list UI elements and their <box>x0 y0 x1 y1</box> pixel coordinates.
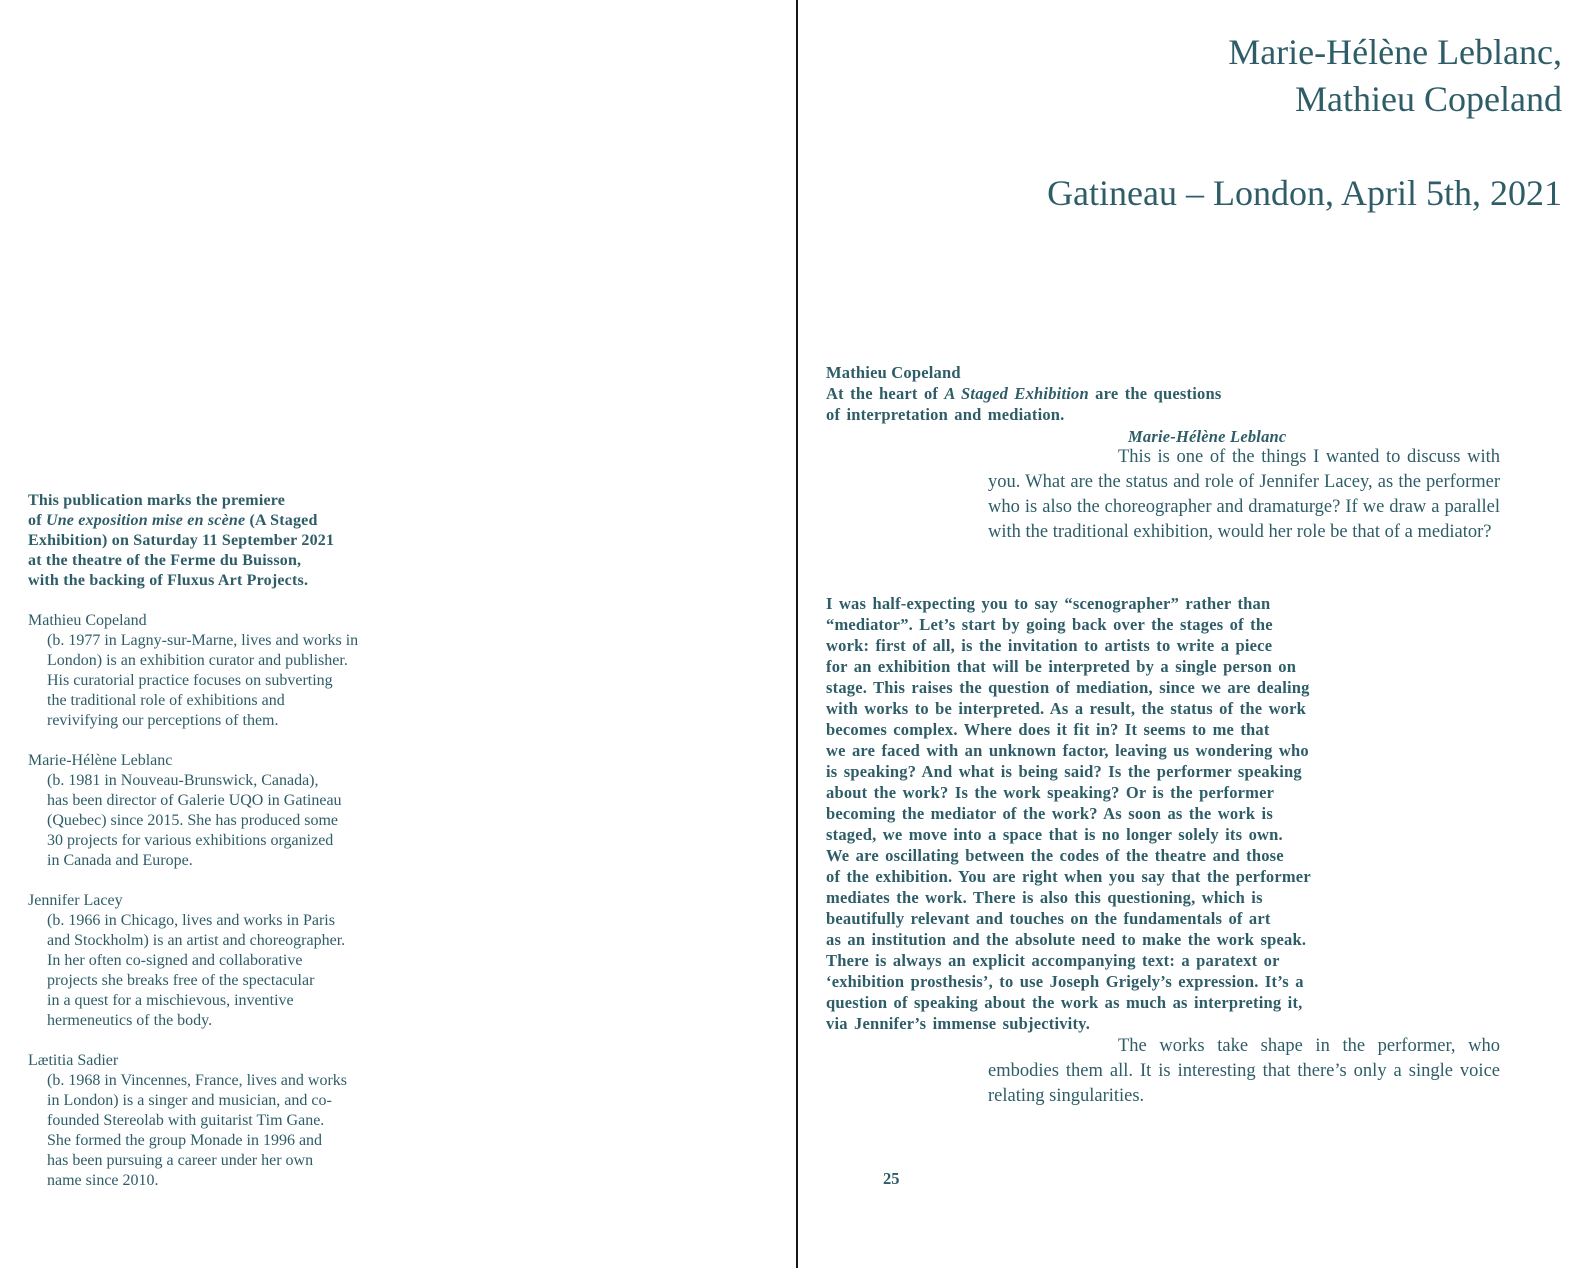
page-right <box>798 0 1594 1270</box>
bio-name: Jennifer Lacey <box>28 892 123 909</box>
bio-name: Marie-Hélène Leblanc <box>28 752 173 769</box>
speaker-label-copeland: Mathieu Copeland <box>826 363 961 382</box>
leblanc-answer-2: The works take shape in the performer, who embodies them all. It is interesting that there’s only a single voice relating singularities. <box>988 1036 1500 1106</box>
interview-subtitle: Gatineau – London, April 5th, 2021 <box>1047 173 1562 213</box>
leblanc-answer-1: This is one of the things I wanted to discuss with you. What are the status and role of Jennifer Lacey, as the performer who is also the choreographer and dramaturge? If we draw a parallel with the traditional exhibition, would her role be that of a mediator? <box>988 447 1500 542</box>
bio-name: Lætitia Sadier <box>28 1052 119 1069</box>
page-number: 25 <box>883 1169 900 1188</box>
interview-title: Marie-Hélène Leblanc, Mathieu Copeland <box>1228 32 1562 119</box>
page-left <box>0 0 796 1270</box>
bio-text: (b. 1977 in Lagny-sur-Marne, lives and works in London) is an exhibition curator and publisher. His curatorial practice focuses on subverting the traditional role of exhibitions and revivifying our perceptions of them. <box>47 632 359 729</box>
bio-laetitia-sadier <box>28 1051 394 1191</box>
bio-mathieu-copeland <box>28 611 394 731</box>
bio-text: (b. 1968 in Vincennes, France, lives and works in London) is a singer and musician, and co- founded Stereolab with guitarist Tim Gane. She formed the group Monade in 1996 and has been pursuing a career under her own name since 2010. <box>47 1072 348 1189</box>
publication-note: This publication marks the premiere of Une exposition mise en scène (A Staged Exhibition) on Saturday 11 September 2021 at the theatre of the Ferme du Buisson, with the backing of Fluxus Art Projects. <box>28 492 335 589</box>
copeland-question: At the heart of A Staged Exhibition are the questions of interpretation and mediation. <box>826 384 1222 424</box>
left-column <box>28 491 394 1191</box>
bio-text: (b. 1966 in Chicago, lives and works in Paris and Stockholm) is an artist and choreographer. In her often co-signed and collaborative projects she breaks free of the spectacular in a quest for a mischievous, inventive hermeneutics of the body. <box>47 912 346 1029</box>
bio-jennifer-lacey <box>28 891 394 1031</box>
speaker-label-leblanc: Marie-Hélène Leblanc <box>1128 427 1287 446</box>
bio-marie-helene-leblanc <box>28 751 394 871</box>
bio-name: Mathieu Copeland <box>28 612 147 629</box>
bio-text: (b. 1981 in Nouveau-Brunswick, Canada), has been director of Galerie UQO in Gatineau (Quebec) since 2015. She has produced some 30 projects for various exhibitions organized in Canada and Europe. <box>47 772 342 869</box>
copeland-monologue: I was half-expecting you to say “scenographer” rather than “mediator”. Let’s start by going back over the stages of the work: first of all, is the invitation to artists to write a piece for an exhibition that will be interpreted by a single person on stage. This raises the question of mediation, since we are dealing with works to be interpreted. As a result, the status of the work becomes complex. Where does it fit in? It seems to me that we are faced with an unknown factor, leaving us wondering who is speaking? And what is being said? Is the performer speaking about the work? Is the work speaking? Or is the performer becoming the mediator of the work? As soon as the work is staged, we move into a space that is no longer solely its own. We are oscillating between the codes of the theatre and those of the exhibition. You are right when you say that the performer mediates the work. There is also this questioning, which is beautifully relevant and touches on the fundamentals of art as an institution and the absolute need to make the work speak. There is always an explicit accompanying text: a paratext or ‘exhibition prosthesis’, to use Joseph Grigely’s expression. It’s a question of speaking about the work as much as interpreting it, via Jennifer’s immense subjectivity. <box>826 594 1311 1033</box>
